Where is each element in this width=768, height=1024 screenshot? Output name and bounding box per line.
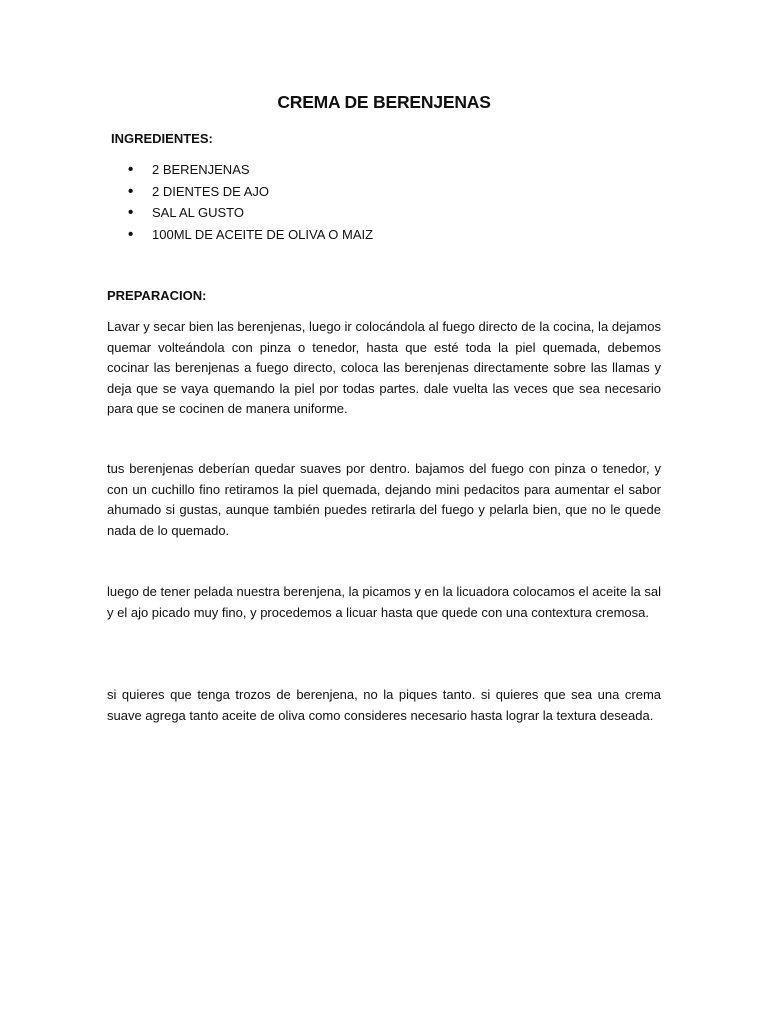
preparation-paragraph: luego de tener pelada nuestra berenjena, la picamos y en la licuadora colocamos el aceite la sal y el ajo picado muy fino, y procedemos a licuar hasta que quede con una contextura cremosa. bbox=[107, 584, 661, 620]
preparation-heading: PREPARACION: bbox=[107, 288, 207, 303]
ingredient-item: • 2 BERENJENAS bbox=[128, 159, 373, 181]
preparation-paragraph: Lavar y secar bien las berenjenas, luego ir colocándola al fuego directo de la cocina, la dejamos quemar volteándola con pinza o tenedor, hasta que esté toda la piel quemada, debemos cocinar las berenjenas a fuego directo, coloca las berenjenas directamente sobre las llamas y deja que se vaya quemando la piel por todas partes. dale vuelta las veces que sea necesario para que se cocinen de manera uniforme. bbox=[107, 319, 661, 416]
ingredient-list bbox=[128, 159, 373, 245]
ingredient-item: • 2 DIENTES DE AJO bbox=[128, 181, 373, 203]
ingredients-heading: INGREDIENTES: bbox=[111, 131, 213, 146]
preparation-paragraph: si quieres que tenga trozos de berenjena, no la piques tanto. si quieres que sea una crema suave agrega tanto aceite de oliva como consideres necesario hasta lograr la textura deseada. bbox=[107, 687, 661, 723]
preparation-paragraph: tus berenjenas deberían quedar suaves por dentro. bajamos del fuego con pinza o tenedor, y con un cuchillo fino retiramos la piel quemada, dejando mini pedacitos para aumentar el sabor ahumado si gustas, aunque también puedes retirarla del fuego y pelarla bien, que no le quede nada de lo quemado. bbox=[107, 461, 661, 538]
ingredient-item: • SAL AL GUSTO bbox=[128, 202, 373, 224]
ingredient-item: • 100ML DE ACEITE DE OLIVA O MAIZ bbox=[128, 224, 373, 246]
document-title: CREMA DE BERENJENAS bbox=[277, 92, 491, 112]
